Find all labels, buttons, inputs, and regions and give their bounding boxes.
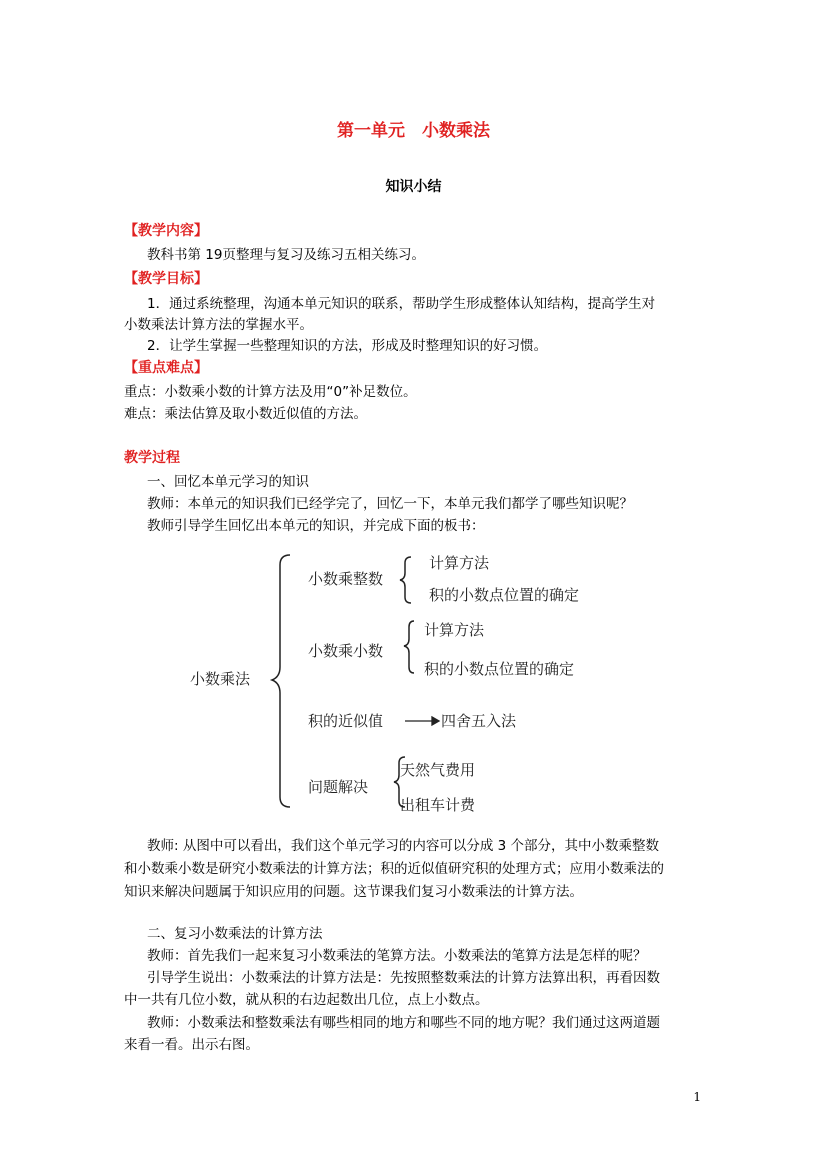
diagram-branch-2: 小数乘小数 xyxy=(308,642,384,660)
diagram-branch-1: 小数乘整数 xyxy=(308,570,384,588)
process-explain-line-3: 知识来解决问题属于知识应用的问题。这节课我们复习小数乘法的计算方法。 xyxy=(124,884,583,900)
process-teacher-3-line-1: 教师：小数乘法和整数乘法有哪些相同的地方和哪些不同的地方呢？我们通过这两道题 xyxy=(147,1015,660,1031)
section-heading-goals: 【教学目标】 xyxy=(124,271,208,287)
page-title: 第一单元 小数乘法 xyxy=(337,121,490,141)
diagram-branch-3: 积的近似值 xyxy=(308,712,384,730)
diagram-branch-4: 问题解决 xyxy=(308,778,369,796)
section-heading-keypoints: 【重点难点】 xyxy=(124,360,208,376)
keypoint-difficult: 难点：乘法估算及取小数近似值的方法。 xyxy=(124,406,367,422)
process-guide-2-line-2: 中一共有几位小数，就从积的右边起数出几位，点上小数点。 xyxy=(124,992,489,1008)
diagram-branch-2-sub-1: 计算方法 xyxy=(424,621,485,639)
process-step-1: 一、回忆本单元学习的知识 xyxy=(147,474,309,490)
diagram-branch-1-sub-2: 积的小数点位置的确定 xyxy=(429,586,580,604)
process-teacher-2: 教师：首先我们一起来复习小数乘法的笔算方法。小数乘法的笔算方法是怎样的呢？ xyxy=(147,948,647,964)
diagram-branch-1-sub-1: 计算方法 xyxy=(429,554,490,572)
process-teacher-1: 教师：本单元的知识我们已经学完了，回忆一下，本单元我们都学了哪些知识呢？ xyxy=(147,496,633,512)
diagram-branch-4-sub-2: 出租车计费 xyxy=(400,796,476,814)
diagram-branch-3-result: 四舍五入法 xyxy=(441,712,517,730)
content-text: 教科书第 19页整理与复习及练习五相关练习。 xyxy=(147,247,425,263)
diagram-branch-2-sub-2: 积的小数点位置的确定 xyxy=(424,660,575,678)
root-brace xyxy=(272,555,290,807)
diagram-branch-4-sub-1: 天然气费用 xyxy=(400,761,476,779)
branch1-brace xyxy=(400,557,411,603)
arrow-head xyxy=(432,717,439,725)
section-heading-content: 【教学内容】 xyxy=(124,223,208,239)
knowledge-tree-diagram xyxy=(180,545,640,815)
process-explain-line-2: 和小数乘小数是研究小数乘法的计算方法；积的近似值研究积的处理方式；应用小数乘法的 xyxy=(124,861,664,877)
goal-1-line-2: 小数乘法计算方法的掌握水平。 xyxy=(124,317,313,333)
diagram-root: 小数乘法 xyxy=(190,670,251,688)
goal-1-line-1: 1．通过系统整理，沟通本单元知识的联系，帮助学生形成整体认知结构，提高学生对 xyxy=(147,296,656,312)
page-number: 1 xyxy=(693,1090,701,1104)
keypoint-key: 重点：小数乘小数的计算方法及用“0”补足数位。 xyxy=(124,384,417,400)
process-guide-2-line-1: 引导学生说出：小数乘法的计算方法是：先按照整数乘法的计算方法算出积，再看因数 xyxy=(147,970,660,986)
process-guide-1: 教师引导学生回忆出本单元的知识，并完成下面的板书： xyxy=(147,518,485,534)
process-step-2: 二、复习小数乘法的计算方法 xyxy=(147,926,323,942)
process-explain-line-1: 教师: 从图中可以看出，我们这个单元学习的内容可以分成 3 个部分，其中小数乘整数 xyxy=(147,838,660,854)
section-heading-process: 教学过程 xyxy=(124,450,180,466)
goal-2: 2．让学生掌握一些整理知识的方法，形成及时整理知识的好习惯。 xyxy=(147,338,548,354)
branch2-brace xyxy=(404,621,414,673)
process-teacher-3-line-2: 来看一看。出示右图。 xyxy=(124,1037,259,1053)
page-subtitle: 知识小结 xyxy=(385,179,442,195)
